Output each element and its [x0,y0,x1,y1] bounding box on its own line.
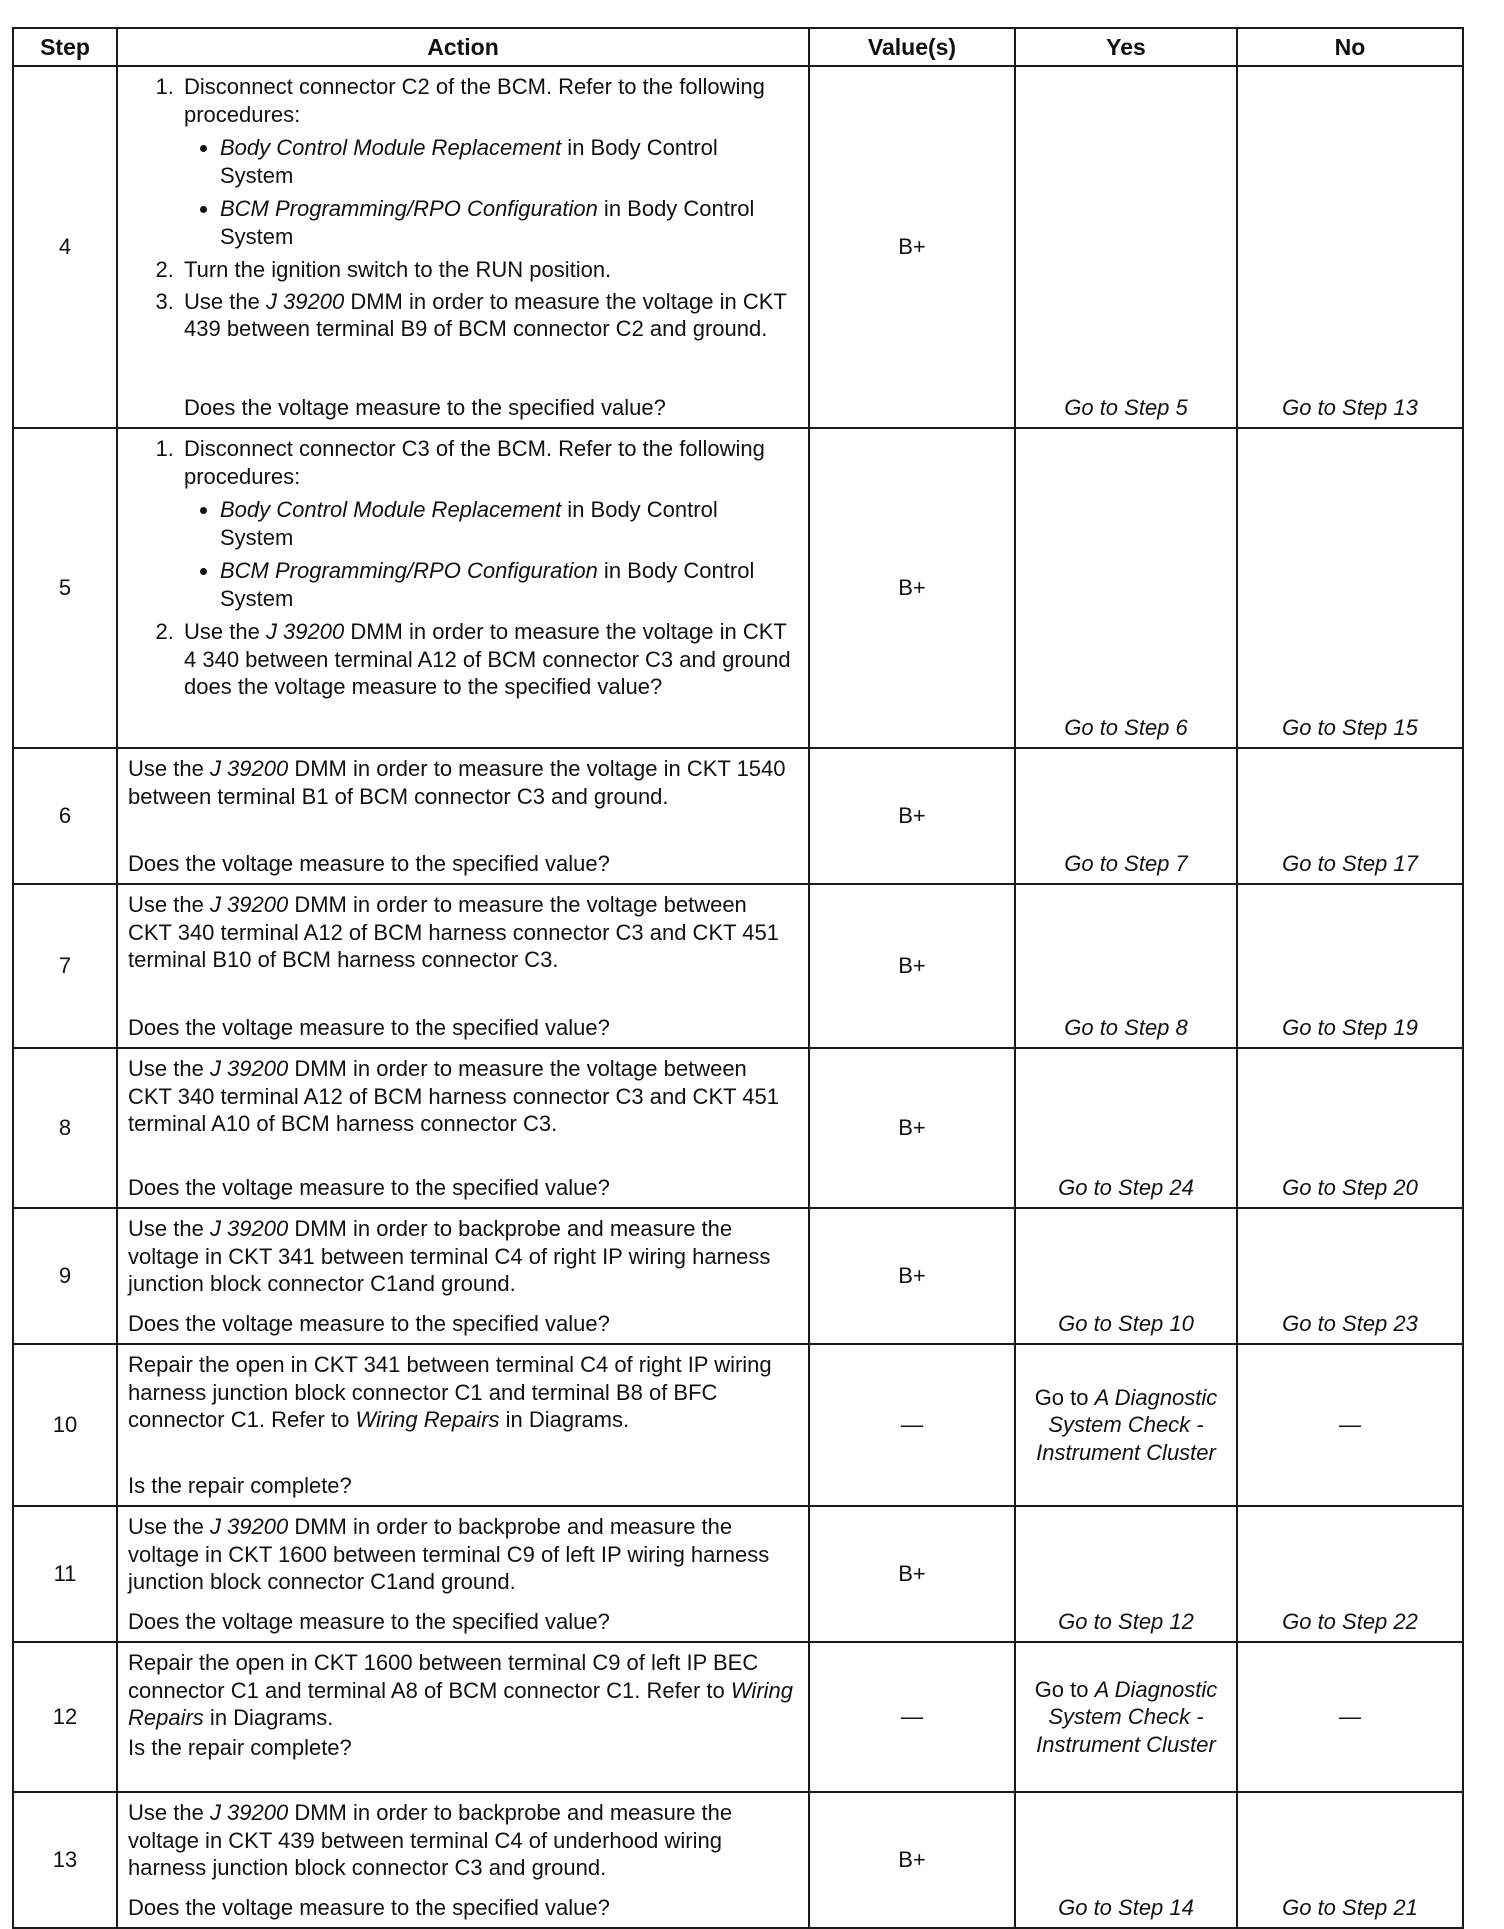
table-row [13,1048,1463,1208]
action-text: Repair the open in CKT 1600 between terminal C9 of left IP BEC connector C1 and terminal A8 of BCM connector C1. Refer to Wiring Repairs in Diagrams. [128,1650,794,1730]
step-number: 4 [13,66,117,428]
value-cell: B+ [809,66,1015,428]
yes-cell: Go to Step 24 [1015,1048,1237,1208]
no-cell: Go to Step 22 [1237,1506,1463,1642]
yes-cell: Go to Step 7 [1015,748,1237,884]
procedure-step: 1. Disconnect connector C3 of the BCM. Refer to the following procedures: • Body Control Module Replacement in Body Control System • BCM Programming/RPO Configuration in Body Control System [180,435,796,612]
header-step: Step [13,28,117,66]
action-text: Use the J 39200 DMM in order to backprobe and measure the voltage in CKT 1600 between terminal C9 of left IP wiring harness junction block connector C1and ground. [128,1514,770,1594]
table-row [13,1642,1463,1792]
action-text: Use the J 39200 DMM in order to measure the voltage between CKT 340 terminal A12 of BCM harness connector C3 and CKT 451 terminal B10 of BCM harness connector C3. [128,892,779,972]
yes-cell: Go to A Diagnostic System Check - Instrument Cluster [1015,1642,1237,1792]
action-text: Repair the open in CKT 341 between terminal C4 of right IP wiring harness junction block connector C1 and terminal B8 of BFC connector C1. Refer to Wiring Repairs in Diagrams. [128,1352,772,1432]
value-cell: — [809,1642,1015,1792]
no-cell: Go to Step 19 [1237,884,1463,1048]
reference-item: • Body Control Module Replacement in Body Control System [220,496,796,551]
step-number: 9 [13,1208,117,1344]
table-row [13,1208,1463,1344]
action-text: Use the J 39200 DMM in order to backprobe and measure the voltage in CKT 341 between terminal C4 of right IP wiring harness junction block connector C1and ground. [128,1216,771,1296]
table-row [13,1344,1463,1506]
action-question: Does the voltage measure to the specified value? [128,1310,610,1336]
no-cell: Go to Step 13 [1237,66,1463,428]
procedure-step: 2. Use the J 39200 DMM in order to measure the voltage in CKT 4 340 between terminal A12 of BCM connector C3 and ground does the voltage measure to the specified value? [180,618,796,701]
action-cell [117,1506,809,1642]
step-number: 5 [13,428,117,748]
diagnostic-table-page [12,27,1462,1920]
action-cell [117,1642,809,1792]
action-question: Does the voltage measure to the specified value? [128,1014,610,1040]
procedure-step: 1. Disconnect connector C2 of the BCM. Refer to the following procedures: • Body Control Module Replacement in Body Control System • BCM Programming/RPO Configuration in Body Control System [180,73,796,250]
reference-list [184,496,796,612]
table-row [13,1506,1463,1642]
table-row [13,748,1463,884]
table-row [13,428,1463,748]
procedure-list [128,73,796,343]
action-cell [117,1344,809,1506]
yes-cell: Go to Step 5 [1015,66,1237,428]
action-text: Use the J 39200 DMM in order to measure the voltage between CKT 340 terminal A12 of BCM harness connector C3 and CKT 451 terminal A10 of BCM harness connector C3. [128,1056,779,1136]
procedure-step: 3. Use the J 39200 DMM in order to measure the voltage in CKT 439 between terminal B9 of BCM connector C2 and ground. [180,288,796,343]
action-cell [117,428,809,748]
reference-list [184,134,796,250]
table-row [13,1792,1463,1928]
action-text: Use the J 39200 DMM in order to backprobe and measure the voltage in CKT 439 between terminal C4 of underhood wiring harness junction block connector C3 and ground. [128,1800,733,1880]
no-cell: Go to Step 20 [1237,1048,1463,1208]
step-number: 8 [13,1048,117,1208]
value-cell: B+ [809,1506,1015,1642]
value-cell: B+ [809,1792,1015,1928]
step-number: 13 [13,1792,117,1928]
action-cell [117,748,809,884]
no-cell: — [1237,1344,1463,1506]
yes-cell: Go to A Diagnostic System Check - Instrument Cluster [1015,1344,1237,1506]
action-cell [117,1208,809,1344]
procedure-list [128,435,796,701]
step-number: 12 [13,1642,117,1792]
action-question: Does the voltage measure to the specified value? [184,394,666,420]
action-question: Does the voltage measure to the specified value? [128,1174,610,1200]
value-cell: B+ [809,1048,1015,1208]
header-no: No [1237,28,1463,66]
no-cell: Go to Step 17 [1237,748,1463,884]
action-cell [117,1792,809,1928]
value-cell: B+ [809,1208,1015,1344]
value-cell: — [809,1344,1015,1506]
action-cell [117,1048,809,1208]
action-question: Is the repair complete? [128,1734,352,1760]
yes-cell: Go to Step 6 [1015,428,1237,748]
reference-item: • BCM Programming/RPO Configuration in Body Control System [220,557,796,612]
value-cell: B+ [809,748,1015,884]
table-row [13,66,1463,428]
step-number: 10 [13,1344,117,1506]
yes-cell: Go to Step 12 [1015,1506,1237,1642]
no-cell: Go to Step 15 [1237,428,1463,748]
action-text: Use the J 39200 DMM in order to measure the voltage in CKT 1540 between terminal B1 of BCM connector C3 and ground. [128,756,786,809]
step-number: 6 [13,748,117,884]
header-values: Value(s) [809,28,1015,66]
diagnostic-table [12,27,1464,1929]
table-row [13,884,1463,1048]
step-number: 11 [13,1506,117,1642]
no-cell: — [1237,1642,1463,1792]
action-question: Is the repair complete? [128,1472,352,1498]
value-cell: B+ [809,428,1015,748]
action-question: Does the voltage measure to the specified value? [128,1894,610,1920]
value-cell: B+ [809,884,1015,1048]
reference-item: • BCM Programming/RPO Configuration in Body Control System [220,195,796,250]
action-cell [117,66,809,428]
no-cell: Go to Step 21 [1237,1792,1463,1928]
yes-cell: Go to Step 14 [1015,1792,1237,1928]
table-header-row [13,28,1463,66]
yes-cell: Go to Step 8 [1015,884,1237,1048]
action-question: Does the voltage measure to the specified value? [128,1608,610,1634]
action-question: Does the voltage measure to the specified value? [128,850,610,876]
procedure-step: 2. Turn the ignition switch to the RUN position. [180,256,796,284]
reference-item: • Body Control Module Replacement in Body Control System [220,134,796,189]
header-action: Action [117,28,809,66]
no-cell: Go to Step 23 [1237,1208,1463,1344]
action-cell [117,884,809,1048]
yes-cell: Go to Step 10 [1015,1208,1237,1344]
header-yes: Yes [1015,28,1237,66]
step-number: 7 [13,884,117,1048]
